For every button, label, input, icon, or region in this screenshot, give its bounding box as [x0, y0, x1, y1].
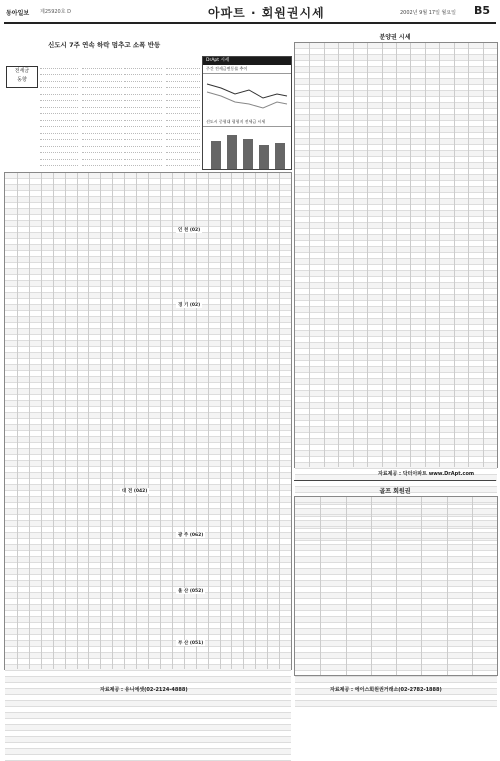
column-divider	[309, 43, 310, 467]
line-chart	[203, 74, 289, 114]
column-divider	[100, 173, 101, 669]
article-text-column-1	[40, 62, 78, 166]
column-divider	[320, 497, 321, 675]
source-left: 자료제공 : 유니에셋(02-2124-4888)	[100, 687, 188, 693]
byline-box	[6, 66, 38, 88]
panel-title: DrApt 시세	[203, 57, 291, 65]
column-divider	[172, 173, 173, 669]
column-divider	[231, 173, 232, 669]
column-divider	[421, 497, 422, 675]
line-chart-title: 주간 전세금변동률 추이	[203, 65, 291, 74]
column-divider	[410, 43, 411, 467]
presale-price-table	[294, 42, 498, 468]
page-title: 아파트 · 회원권시세	[208, 6, 325, 20]
article-text-column-2	[82, 62, 122, 166]
byline-value: 동향	[17, 77, 27, 83]
page-number: B5	[474, 4, 491, 17]
column-divider	[468, 43, 469, 467]
column-divider	[17, 173, 18, 669]
source-right-top: 자료제공 : 닥터아파트 www.DrApt.com	[378, 471, 475, 477]
article-headline: 신도시 7주 연속 하락 멈추고 소폭 반등	[48, 41, 161, 49]
apartment-price-table	[4, 172, 292, 670]
column-divider	[346, 497, 347, 675]
column-divider	[396, 497, 397, 675]
article-text-column-3	[124, 62, 162, 166]
column-divider	[396, 43, 397, 467]
byline-label: 전세금	[14, 68, 30, 74]
column-divider	[160, 173, 161, 669]
column-divider	[371, 497, 372, 675]
column-divider	[77, 173, 78, 669]
section-incheon: 인 천 (02)	[178, 228, 201, 233]
column-divider	[124, 173, 125, 669]
column-divider	[112, 173, 113, 669]
column-divider	[447, 497, 448, 675]
column-divider	[324, 43, 325, 467]
column-divider	[208, 173, 209, 669]
presale-section-title: 분양권 시세	[379, 34, 411, 41]
divider	[294, 480, 496, 481]
source-right-bottom: 자료제공 : 에이스회원권거래소(02-2782-1888)	[330, 687, 442, 693]
column-divider	[353, 43, 354, 467]
column-divider	[267, 173, 268, 669]
column-divider	[29, 173, 30, 669]
golf-section-title: 골프 회원권	[379, 488, 411, 495]
price-index-panel	[202, 56, 292, 170]
article-text-column-4	[166, 62, 200, 166]
column-divider	[41, 173, 42, 669]
column-divider	[439, 43, 440, 467]
section-gyeonggi: 경 기 (02)	[178, 303, 201, 308]
column-divider	[243, 173, 244, 669]
issue-date: 2002년 9월 17일 월요일	[400, 10, 457, 16]
column-divider	[196, 173, 197, 669]
section-busan: 부 산 (051)	[178, 641, 204, 646]
column-divider	[483, 43, 484, 467]
issue-info: 제25920호 D	[40, 9, 72, 15]
bar-chart	[203, 127, 289, 171]
bar-chart-title: 선도시 중형대 평형지 전세금 시세	[203, 118, 291, 127]
column-divider	[65, 173, 66, 669]
column-divider	[148, 173, 149, 669]
column-divider	[382, 43, 383, 467]
column-divider	[88, 173, 89, 669]
golf-membership-table	[294, 496, 498, 676]
column-divider	[53, 173, 54, 669]
newspaper-brand: 동아일보	[6, 10, 30, 17]
column-divider	[255, 173, 256, 669]
column-divider	[220, 173, 221, 669]
column-divider	[279, 173, 280, 669]
header-rule	[4, 22, 496, 24]
table-row	[295, 701, 497, 707]
column-divider	[184, 173, 185, 669]
column-divider	[472, 497, 473, 675]
page-header	[0, 0, 500, 26]
column-divider	[338, 43, 339, 467]
column-divider	[454, 43, 455, 467]
section-ulsan: 울 산 (052)	[178, 589, 204, 594]
table-row	[5, 755, 291, 761]
column-divider	[425, 43, 426, 467]
section-daejeon: 대 전 (042)	[122, 489, 148, 494]
column-divider	[367, 43, 368, 467]
column-divider	[136, 173, 137, 669]
section-gwangju: 광 주 (062)	[178, 533, 204, 538]
